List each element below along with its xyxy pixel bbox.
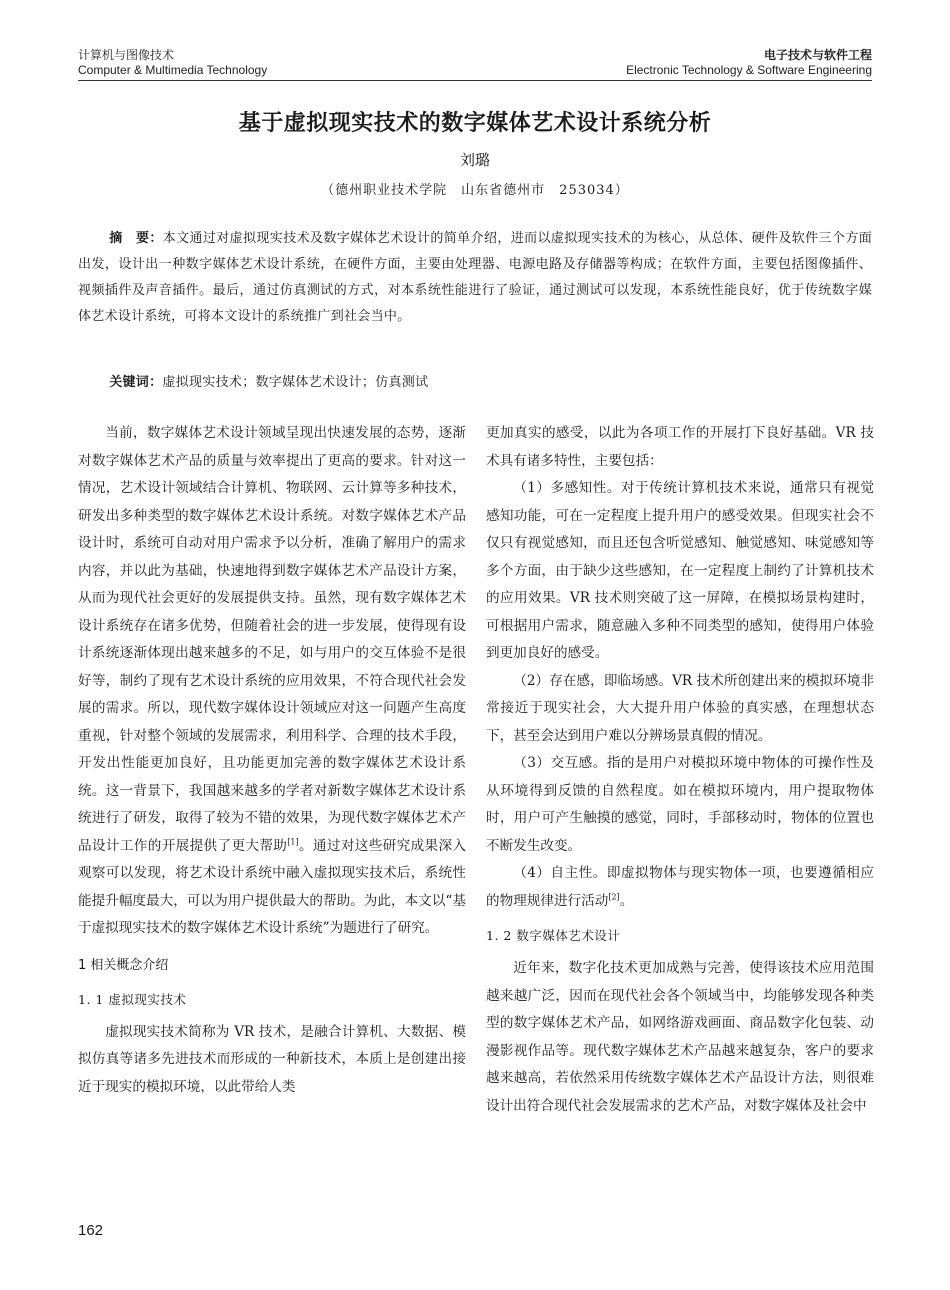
citation-ref-1: [1] [287,836,299,846]
page-number: 162 [78,1222,104,1239]
intro-text: 当前，数字媒体艺术设计领域呈现出快速发展的态势，逐渐对数字媒体艺术产品的质量与效率提出了更高的要求。针对这一情况，艺术设计领域结合计算机、物联网、云计算等多种技术，研发出多种类型的数字媒体艺术设计系统。对数字媒体艺术产品设计时，系统可自动对用户需求予以分析，准确了解用户的需求内容，并以此为基础，快速地得到数字媒体艺术产品设计方案，从而为现代社会更好的发展提供支持。虽然，现有数字媒体艺术设计系统存在诸多优势，但随着社会的进一步发展，使得现有设计系统逐渐体现出越来越多的不足，如与用户的交互体验不是很好等，制约了现有艺术设计系统的应用效果，不符合现代社会发展的需求。所以，现代数字媒体设计领域应对这一问题产生高度重视，针对整个领域的发展需求，利用科学、合理的技术手段，开发出性能更加良好，且功能更加完善的数字媒体艺术设计系统。这一背景下，我国越来越多的学者对新数字媒体艺术设计系统进行了研发，取得了较为不错的效果，为现代数字媒体艺术产品设计工作的开展提供了更大帮助 [78,425,466,854]
vr-paragraph-cont: 更加真实的感受，以此为各项工作的开展打下良好基础。VR 技术具有诸多特性，主要包括： [486,425,874,469]
right-column [486,420,874,1120]
vr-paragraph: 虚拟现实技术简称为 VR 技术，是融合计算机、大数据、模拟仿真等诸多先进技术而形成的一种新技术，本质上是创建出接近于现实的模拟环境，以此带给人类 [78,1023,466,1095]
abstract-text: 本文通过对虚拟现实技术及数字媒体艺术设计的简单介绍，进而以虚拟现实技术的为核心，从总体、硬件及软件三个方面出发，设计出一种数字媒体艺术设计系统，在硬件方面，主要由处理器、电源电路及存储器等构成；在软件方面，主要包括图像插件、视频插件及声音插件。最后，通过仿真测试的方式，对本系统性能进行了验证，通过测试可以发现，本系统性能良好，优于传统数字媒体艺术设计系统，可将本文设计的系统推广到社会当中。 [78,231,873,324]
subsection-heading-1-2: 1. 2 数字媒体艺术设计 [486,928,621,943]
keywords-text: 虚拟现实技术；数字媒体艺术设计；仿真测试 [162,375,429,390]
section-label-en: Computer & Multimedia Technology [78,63,268,77]
keywords [78,370,872,396]
keywords-label: 关键词： [109,375,163,390]
left-column [78,420,466,1101]
autonomy-text: （4）自主性。即虚拟物体与现实物体一项，也要遵循相应的物理规律进行活动 [486,865,874,909]
digital-media-paragraph: 近年来，数字化技术更加成熟与完善，使得该技术应用范围越来越广泛，因而在现代社会各个领域当中，均能够发现各种类型的数字媒体艺术产品，如网络游戏画面、商品数字化包装、动漫影视作品等。现代数字媒体艺术产品越来越复杂，客户的要求越来越高，若依然采用传统数字媒体艺术产品设计方法，则很难设计出符合现代社会发展需求的艺术产品，对数字媒体及社会中 [486,960,874,1114]
feature-presence: （2）存在感，即临场感。VR 技术所创建出来的模拟环境非常接近于现实社会，大大提升用户体验的真实感，在理想状态下，甚至会达到用户难以分辨场景真假的情况。 [486,672,874,744]
running-header [78,48,872,84]
section-label-cn: 计算机与图像技术 [78,48,175,62]
paper-title: 基于虚拟现实技术的数字媒体艺术设计系统分析 [238,111,712,136]
journal-section-label [78,48,267,78]
subsection-heading-1-1: 1. 1 虚拟现实技术 [78,991,187,1007]
section-heading-1: 1 相关概念介绍 [78,957,169,973]
feature-interaction: （3）交互感。指的是用户对模拟环境中物体的可操作性及从环境得到反馈的自然程度。如在模拟环境内，用户提取物体时，用户可产生触摸的感觉，同时，手部移动时，物体的位置也不断发生改变。 [486,755,874,854]
paper-author: 刘璐 [459,151,490,169]
feature-multi-perception: （1）多感知性。对于传统计算机技术来说，通常只有视觉感知功能，可在一定程度上提升用户的感受效果。但现实社会不仅只有视觉感知，而且还包含听觉感知、触觉感知、味觉感知等多个方面，由于缺少这些感知，在一定程度上制约了计算机技术的应用效果。VR 技术则突破了这一屏障，在模拟场景构建时，可根据用户需求，随意融入多种不同类型的感知，使得用户体验到更加良好的感受。 [486,480,874,661]
abstract-label: 摘 要： [109,231,163,246]
journal-name-en: Electronic Technology & Software Engineering [626,63,872,77]
intro-text-cont: 。通过对这些研究成果深入观察可以发现，将艺术设计系统中融入虚拟现实技术后，系统性能提升幅度最大，可以为用户提供最大的帮助。为此，本文以“基于虚拟现实技术的数字媒体艺术设计系统”为题进行了研究。 [78,837,467,936]
feature-autonomy [486,860,874,915]
journal-name [626,48,872,78]
intro-paragraph [78,420,466,943]
header-divider [78,80,872,81]
journal-name-cn: 电子技术与软件工程 [763,48,872,62]
author-affiliation: （德州职业技术学院 山东省德州市 253034） [321,183,629,198]
citation-ref-2: [2] [608,891,620,901]
abstract [78,226,872,330]
autonomy-end: 。 [619,892,634,909]
